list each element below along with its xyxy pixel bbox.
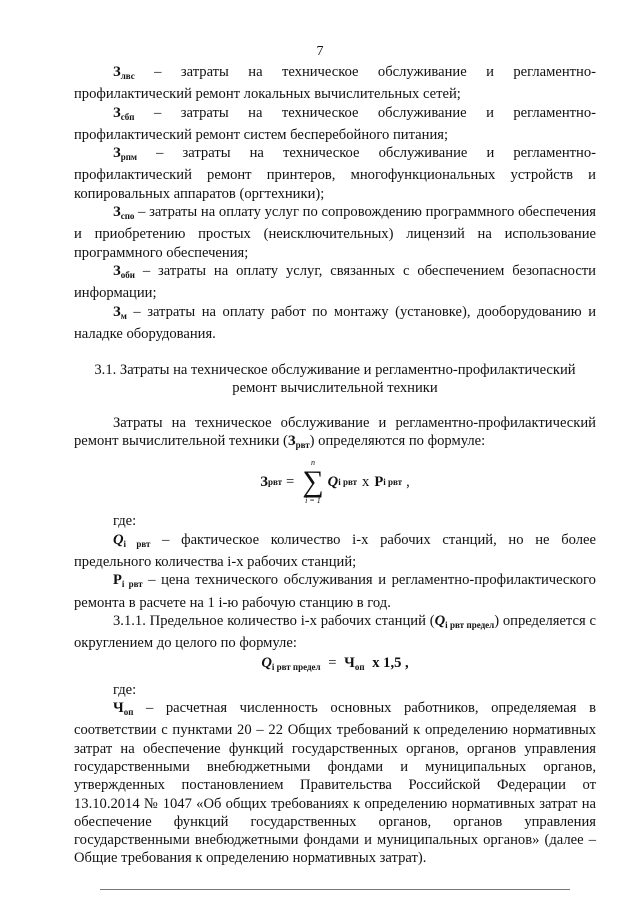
paragraph-3-1-1: 3.1.1. Предельное количество i-х рабочих станций $(Q_{i рвт предел})$ определяется с округлением до целого по формуле: xyxy=(74,612,596,652)
definition-chop: $Ч_{оп}$ – расчетная численность основных работников, определяемая в соответствии с пунктами 20 – 22 Общих требований к определению нормативных затрат на обеспечение функций государственных органов, органов управления государственными внебюджетными фондами и муниципальных органов, утвержденных постановлением Правительства Российской Федерации от 13.10.2014 № 1047 «Об общих требованиях к определению нормативных затрат на обеспечение функций государственных органов, органов управления государственными внебюджетными фондами и муниципальных органов» (далее – Общие требования к определению нормативных затрат). xyxy=(74,700,596,867)
definition-zspo: $З_{спо}$ – затраты на оплату услуг по сопровождению программного обеспечения и приобретению простых (неисключительных) лицензий на использование программного обеспечения; xyxy=(74,204,596,261)
definition-zobi: $З_{оби}$ – затраты на оплату услуг, связанных с обеспечением безопасности информации; xyxy=(74,262,596,302)
sum-sign: n ∑ i = 1 xyxy=(302,458,324,506)
where-label-2: где: xyxy=(113,681,137,698)
definition-zm: $З_м$ – затраты на оплату работ по монтажу (установке), дооборудованию и наладке оборудования. xyxy=(74,303,596,342)
intro-paragraph: Затраты на техническое обслуживание и регламентно-профилактический ремонт вычислительной техники $(З_{рвт})$ определяются по формуле: xyxy=(74,414,596,451)
page-number: 7 xyxy=(316,44,324,59)
footer-rule xyxy=(100,889,570,890)
where-label: где: xyxy=(113,513,137,530)
definition-qirvt: $Q_{i рвт}$ – фактическое количество i-х рабочих станций, но не более предельного количества i-х рабочих станций; xyxy=(74,531,596,570)
definition-zlvs: $З_{лвс}$ – затраты на техническое обслуживание и регламентно-профилактический ремонт локальных вычислительных сетей; xyxy=(74,64,596,103)
definition-pirvt: $Р_{i рвт}$ – цена технического обслуживания и регламентно-профилактического ремонта в расчете на 1 i-ю рабочую станцию в год. xyxy=(74,572,596,611)
page-body xyxy=(74,63,596,868)
section-heading: 3.1. Затраты на техническое обслуживание и регламентно-профилактический ремонт вычислительной техники xyxy=(94,362,576,397)
definition-zrpm: $З_{рпм}$ – затраты на техническое обслуживание и регламентно-профилактический ремонт принтеров, многофункциональных устройств и копировальных аппаратов (оргтехники); xyxy=(74,145,596,202)
formula-limit: $Q_{i рвт предел} = Ч_{оп}$ x 1,5 , xyxy=(261,655,409,673)
formula-zrvt: З рвт = n ∑ i = 1 Q i рвт x Р i рвт , xyxy=(260,458,410,506)
definition-zsbp: $З_{сбп}$ – затраты на техническое обслуживание и регламентно-профилактический ремонт систем бесперебойного питания; xyxy=(74,104,596,143)
